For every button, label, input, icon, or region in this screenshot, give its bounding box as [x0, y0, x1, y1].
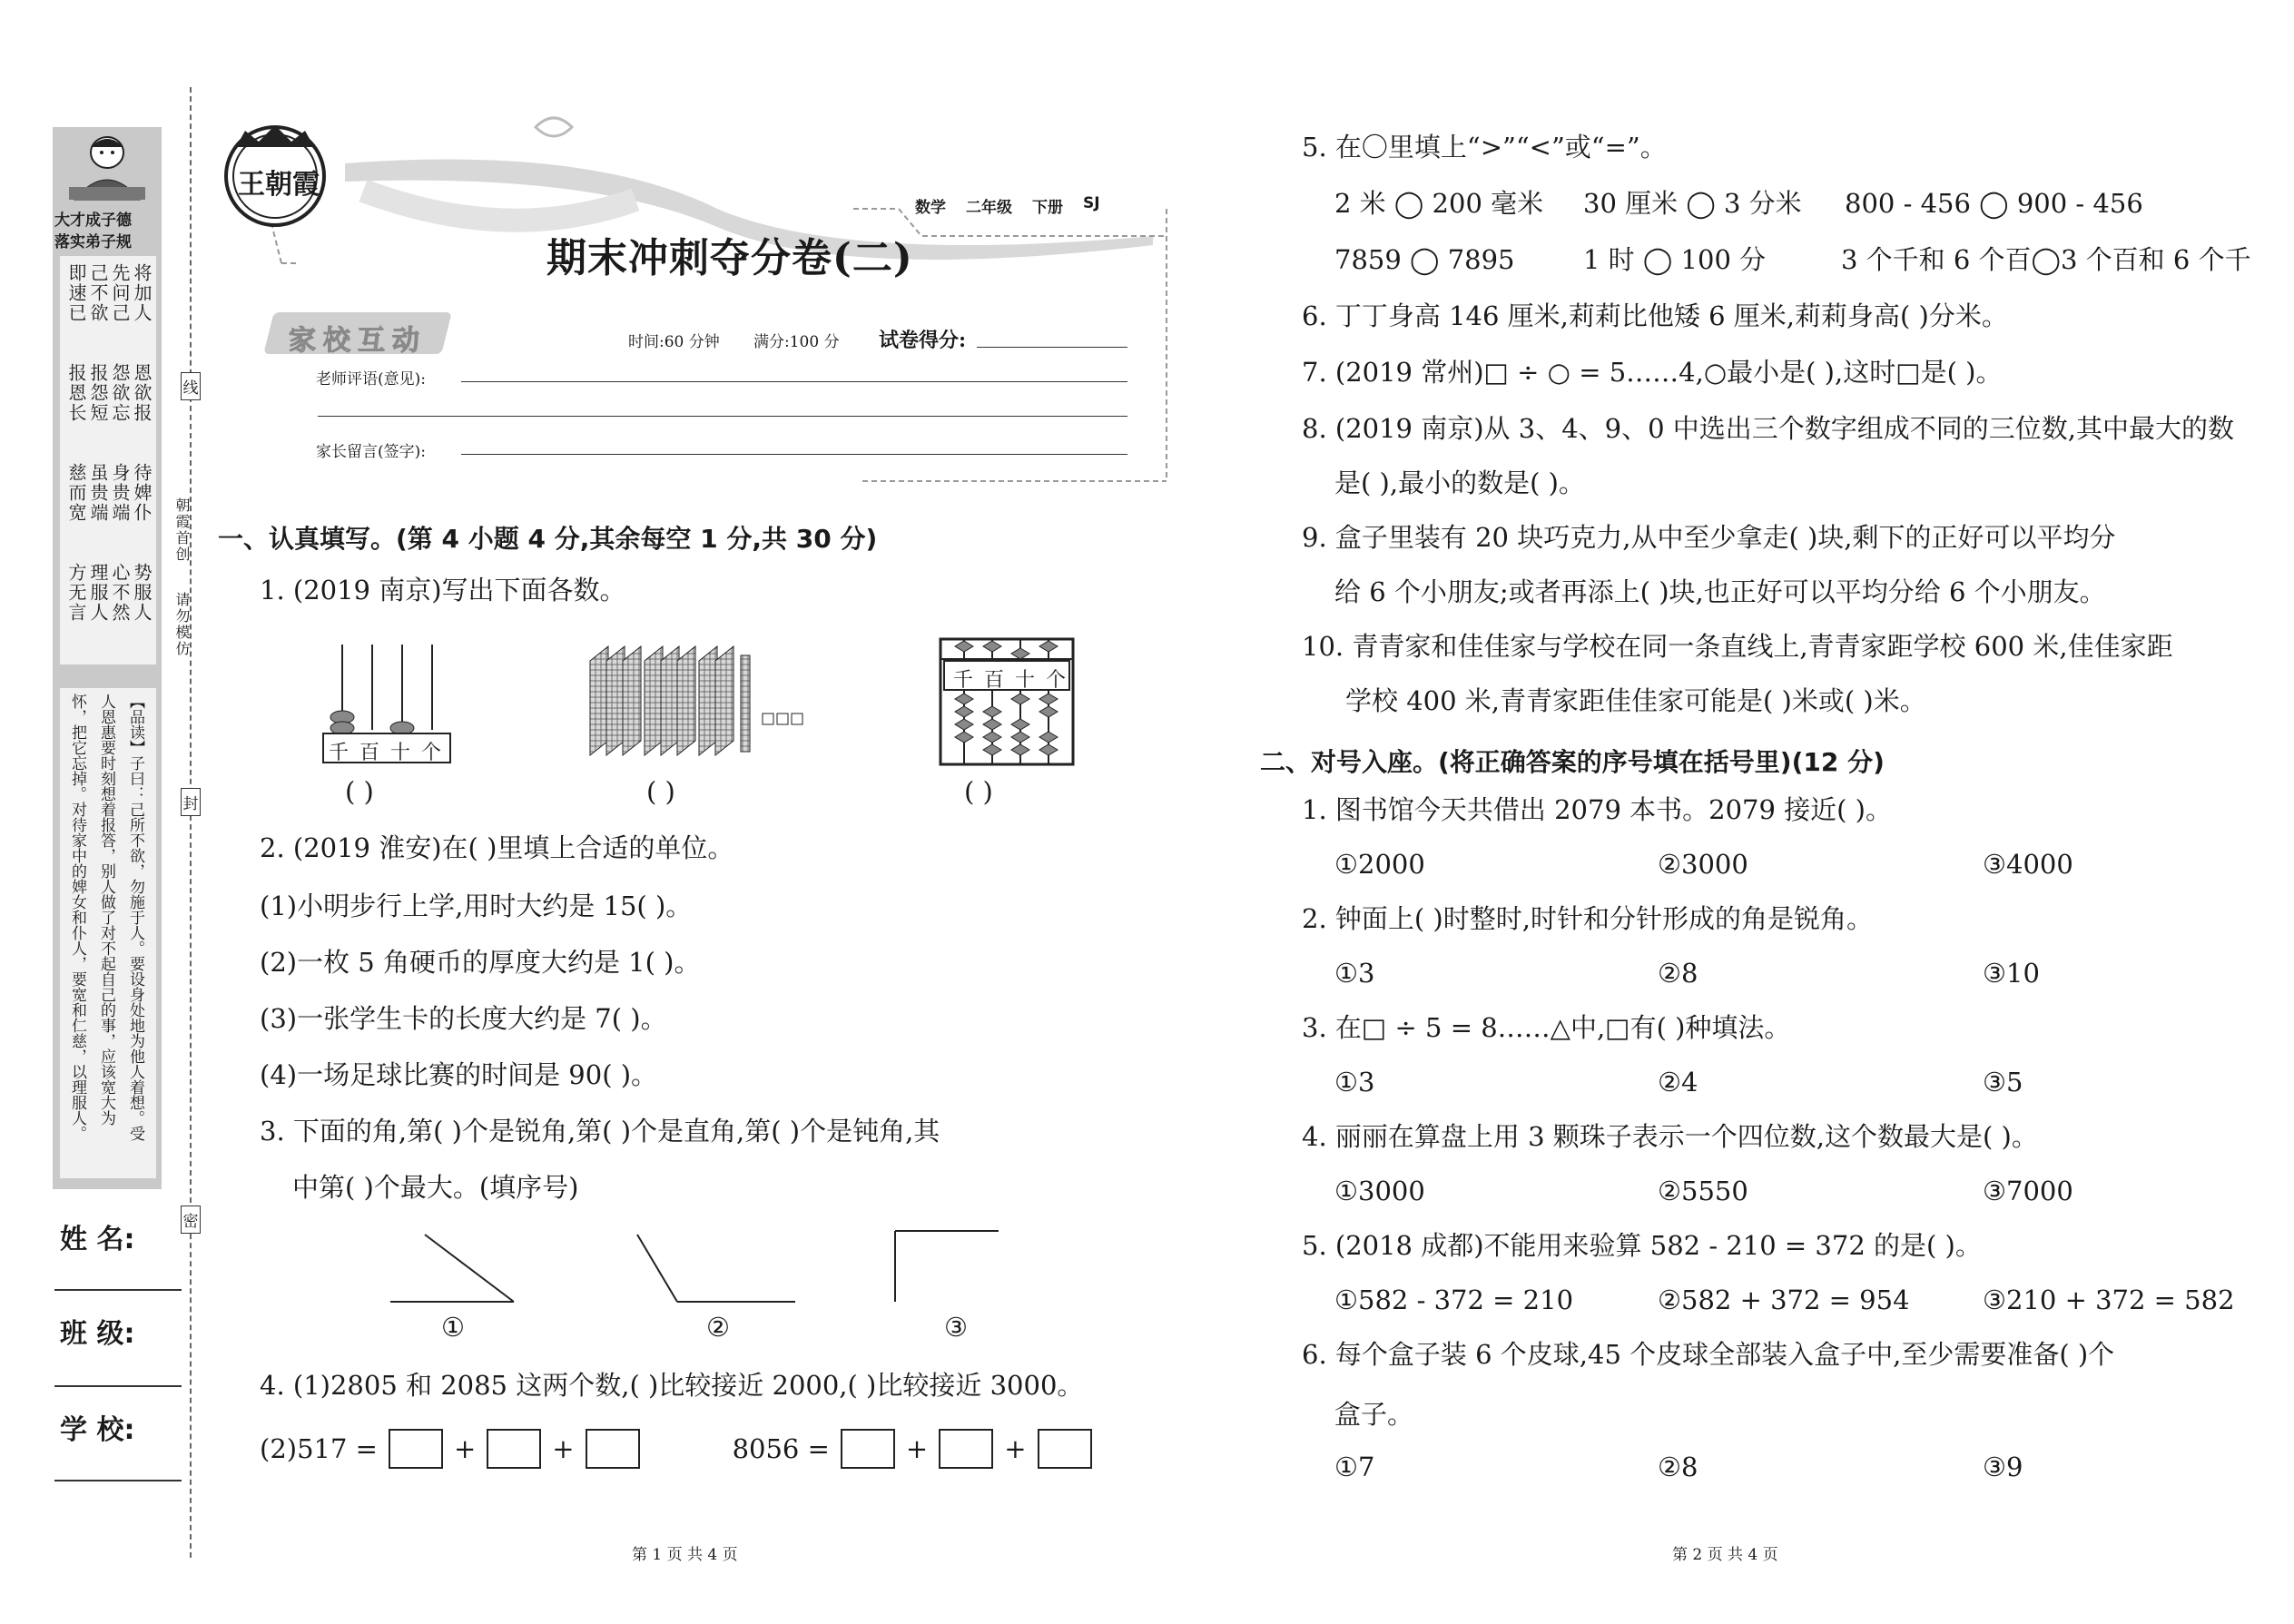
- exam-time: 时间:60 分钟: [628, 333, 720, 351]
- mc-6-option-1[interactable]: ①7: [1334, 1452, 1375, 1482]
- abacus-1-label-thousands: 千: [329, 742, 350, 764]
- base-ten-blocks-image: [585, 643, 812, 759]
- q8-text-line-2: 是( ),最小的数是( )。: [1334, 468, 1585, 498]
- abacus-2-label-thousands: 千: [953, 669, 974, 692]
- plus-sign: +: [1004, 1432, 1027, 1464]
- mc-2-option-2[interactable]: ②8: [1658, 958, 1698, 989]
- sidebar-verse-column: 待婢仆: [131, 463, 153, 523]
- sidebar-verse-column: 报怨短: [87, 363, 109, 423]
- cut-mark-3: 密: [181, 1206, 201, 1234]
- mc-5-option-1[interactable]: ①582 - 372 = 210: [1334, 1284, 1574, 1315]
- mc-3-option-1[interactable]: ①3: [1334, 1067, 1375, 1097]
- mc-6-option-3[interactable]: ③9: [1983, 1452, 2023, 1482]
- q5-text: 5. 在〇里填上“>”“<”或“=”。: [1302, 132, 1667, 162]
- mc-4-option-3[interactable]: ③7000: [1983, 1176, 2073, 1206]
- plus-sign: +: [453, 1432, 477, 1464]
- abacus-2-image: [937, 634, 1077, 768]
- q2-item-3: (3)一张学生卡的长度大约是 7( )。: [260, 1003, 667, 1034]
- q2-item-1: (1)小明步行上学,用时大约是 15( )。: [260, 891, 693, 921]
- abacus-1-label-ones: 个: [421, 742, 442, 764]
- abacus-2-label-tens: 十: [1015, 669, 1036, 692]
- brand-logo-text: 王朝霞: [238, 169, 320, 201]
- q5-item-4: 7859 ◯ 7895: [1334, 244, 1515, 275]
- sidebar-verse-column: 怨欲忘: [109, 363, 131, 423]
- q4-517-box-3[interactable]: [586, 1429, 640, 1469]
- name-line[interactable]: [54, 1289, 182, 1291]
- mc-question-4: 4. 丽丽在算盘上用 3 颗珠子表示一个四位数,这个数最大是( )。: [1302, 1121, 2038, 1152]
- q4-text-part-1: 4. (1)2805 和 2085 这两个数,( )比较接近 2000,( )比较接近 3000。: [260, 1370, 1084, 1401]
- sidebar-pindu-column: 【品读】子曰：己所不欲，勿施于人。要设身处地为他人着想。受: [126, 694, 144, 1141]
- meta-tag-term: 下册: [1032, 199, 1063, 217]
- abacus-2-label-ones: 个: [1046, 669, 1067, 692]
- angle-number-3: ③: [944, 1312, 968, 1343]
- mc-4-option-1[interactable]: ①3000: [1334, 1176, 1425, 1206]
- exam-full-score: 满分:100 分: [753, 333, 840, 351]
- q1-answer-blank-1[interactable]: ( ): [345, 776, 374, 807]
- q5-item-2: 30 厘米 ◯ 3 分米: [1583, 188, 1802, 219]
- teacher-comment-line-1[interactable]: [461, 381, 1127, 382]
- parent-message-line[interactable]: [461, 454, 1127, 455]
- q4-8056-box-2[interactable]: [939, 1429, 993, 1469]
- q1-text: 1. (2019 南京)写出下面各数。: [260, 575, 626, 605]
- sidebar-verse-column: 虽贵端: [87, 463, 109, 523]
- sidebar-motto-1: 大才成子德: [54, 212, 132, 230]
- q5-item-1: 2 米 ◯ 200 毫米: [1334, 188, 1544, 219]
- sidebar-verse-column: 身贵端: [109, 463, 131, 523]
- mc-3-option-2[interactable]: ②4: [1658, 1067, 1698, 1097]
- sidebar-verse-column: 恩欲报: [131, 363, 153, 423]
- sidebar-motto-2: 落实弟子规: [54, 233, 132, 251]
- class-line[interactable]: [54, 1385, 182, 1387]
- section-2-heading: 二、对号入座。(将正确答案的序号填在括号里)(12 分): [1260, 747, 1885, 777]
- mc-5-option-3[interactable]: ③210 + 372 = 582: [1983, 1284, 2235, 1315]
- teacher-comment-label: 老师评语(意见):: [316, 370, 426, 389]
- sidebar-pindu-column: 人恩惠要时刻想着报答，别人做了对不起自己的事，应该宽大为: [97, 694, 115, 1126]
- q2-item-2: (2)一枚 5 角硬币的厚度大约是 1( )。: [260, 947, 701, 978]
- q4-8056-label: 8056 =: [732, 1432, 830, 1464]
- side-note-2: 请勿模仿: [173, 592, 191, 657]
- binding-dashed-line: [190, 87, 192, 1558]
- sidebar-pindu-column: 怀，把它忘掉。对待家中的婢女和仆人，要宽和仁慈，以理服人。: [68, 694, 86, 1141]
- q4-8056-box-3[interactable]: [1038, 1429, 1092, 1469]
- meta-tags: [915, 194, 1100, 217]
- school-line[interactable]: [54, 1480, 182, 1481]
- class-label: 班 级:: [60, 1318, 135, 1350]
- mc-question-5: 5. (2018 成都)不能用来验算 582 - 210 = 372 的是( )。: [1302, 1230, 1982, 1261]
- mc-6-option-2[interactable]: ②8: [1658, 1452, 1698, 1482]
- q2-item-4: (4)一场足球比赛的时间是 90( )。: [260, 1059, 658, 1090]
- mc-1-option-2[interactable]: ②3000: [1658, 849, 1748, 880]
- mc-4-option-2[interactable]: ②5550: [1658, 1176, 1748, 1206]
- sidebar-verse-column: 将加人: [131, 263, 153, 323]
- sidebar-verse-column: 慈而宽: [65, 463, 87, 523]
- abacus-1-label-tens: 十: [390, 742, 411, 764]
- cut-mark-2: 封: [181, 788, 201, 816]
- cut-mark-1: 线: [181, 372, 201, 400]
- q7-text: 7. (2019 常州)□ ÷ ○ = 5……4,○最小是( ),这时□是( )。: [1302, 357, 2003, 388]
- score-field[interactable]: [977, 347, 1127, 348]
- mc-2-option-3[interactable]: ③10: [1983, 958, 2040, 989]
- q9-text-line-2: 给 6 个小朋友;或者再添上( )块,也正好可以平均分给 6 个小朋友。: [1334, 576, 2106, 607]
- scholar-figure-image: [56, 133, 158, 203]
- q1-answer-blank-2[interactable]: ( ): [646, 776, 675, 807]
- mc-1-option-3[interactable]: ③4000: [1983, 849, 2073, 880]
- parent-message-label: 家长留言(签字):: [316, 443, 426, 461]
- angles-image: [381, 1220, 1017, 1311]
- mc-question-3: 3. 在□ ÷ 5 = 8……△中,□有( )种填法。: [1302, 1012, 1791, 1043]
- q4-part-2-row: [260, 1429, 1092, 1469]
- q5-item-5: 1 时 ◯ 100 分: [1583, 244, 1767, 275]
- home-school-badge-text: 家校互动: [289, 325, 427, 357]
- sidebar-verse-column: 理服人: [87, 563, 109, 623]
- q2-text: 2. (2019 淮安)在( )里填上合适的单位。: [260, 832, 734, 863]
- q4-517-label: (2)517 =: [260, 1432, 378, 1464]
- angle-number-2: ②: [706, 1312, 730, 1343]
- mc6-continuation: 盒子。: [1334, 1399, 1414, 1430]
- teacher-comment-line-2[interactable]: [318, 416, 1127, 417]
- mc-question-1: 1. 图书馆今天共借出 2079 本书。2079 接近( )。: [1302, 794, 1892, 825]
- sidebar-verse-column: 势服人: [131, 563, 153, 623]
- abacus-2-label-hundreds: 百: [984, 669, 1005, 692]
- score-label: 试卷得分:: [879, 329, 967, 352]
- q3-text-line-2: 中第( )个最大。(填序号): [292, 1172, 579, 1203]
- sidebar-verse-column: 方无言: [65, 563, 87, 623]
- plus-sign: +: [905, 1432, 929, 1464]
- sidebar-verse-column: 先问己: [109, 263, 131, 323]
- school-label: 学 校:: [60, 1414, 135, 1446]
- mc-3-option-3[interactable]: ③5: [1983, 1067, 2023, 1097]
- mc-1-option-1[interactable]: ①2000: [1334, 849, 1425, 880]
- mc-2-option-1[interactable]: ①3: [1334, 958, 1375, 989]
- q6-text: 6. 丁丁身高 146 厘米,莉莉比他矮 6 厘米,莉莉身高( )分米。: [1302, 300, 2008, 331]
- header-ribbon-decoration: [209, 109, 1189, 490]
- q1-answer-blank-3[interactable]: ( ): [964, 776, 993, 807]
- q3-text-line-1: 3. 下面的角,第( )个是锐角,第( )个是直角,第( )个是钝角,其: [260, 1116, 940, 1147]
- meta-tag-edition: SJ: [1083, 194, 1100, 212]
- plus-sign: +: [552, 1432, 575, 1464]
- meta-tag-grade: 二年级: [966, 199, 1012, 217]
- q10-text-line-2: 学校 400 米,青青家距佳佳家可能是( )米或( )米。: [1345, 685, 1926, 716]
- page-title: 期末冲刺夺分卷(二): [546, 235, 913, 281]
- section-1-heading: 一、认真填写。(第 4 小题 4 分,其余每空 1 分,共 30 分): [218, 524, 878, 554]
- q4-517-box-1[interactable]: [389, 1429, 443, 1469]
- q5-item-6: 3 个千和 6 个百◯3 个百和 6 个千: [1841, 244, 2251, 275]
- abacus-2-labels: [953, 664, 1066, 693]
- abacus-1-labels: [329, 737, 441, 765]
- q8-text-line-1: 8. (2019 南京)从 3、4、9、0 中选出三个数字组成不同的三位数,其中最大的数: [1302, 413, 2234, 444]
- page-1-footer: 第 1 页 共 4 页: [632, 1546, 738, 1564]
- abacus-1-label-hundreds: 百: [359, 742, 380, 764]
- sidebar-verse-column: 即速已: [65, 263, 87, 323]
- q5-item-3: 800 - 456 ◯ 900 - 456: [1845, 188, 2143, 219]
- sidebar-verse-column: 己不欲: [87, 263, 109, 323]
- page-2-footer: 第 2 页 共 4 页: [1672, 1546, 1778, 1564]
- mc-question-2: 2. 钟面上( )时整时,时针和分针形成的角是锐角。: [1302, 903, 1873, 934]
- meta-tag-subject: 数学: [915, 199, 946, 217]
- sidebar-verse-column: 报恩长: [65, 363, 87, 423]
- mc-question-6: 6. 每个盒子装 6 个皮球,45 个皮球全部装入盒子中,至少需要准备( )个: [1302, 1339, 2115, 1370]
- mc-5-option-2[interactable]: ②582 + 372 = 954: [1658, 1284, 1910, 1315]
- q4-8056-box-1[interactable]: [841, 1429, 895, 1469]
- sidebar-verse-column: 心不然: [109, 563, 131, 623]
- q9-text-line-1: 9. 盒子里装有 20 块巧克力,从中至少拿走( )块,剩下的正好可以平均分: [1302, 522, 2116, 553]
- angle-number-1: ①: [441, 1312, 465, 1343]
- side-note-1: 朝霞首创: [173, 497, 191, 563]
- q4-517-box-2[interactable]: [487, 1429, 541, 1469]
- name-label: 姓 名:: [60, 1224, 135, 1255]
- q10-text-line-1: 10. 青青家和佳佳家与学校在同一条直线上,青青家距学校 600 米,佳佳家距: [1302, 631, 2173, 662]
